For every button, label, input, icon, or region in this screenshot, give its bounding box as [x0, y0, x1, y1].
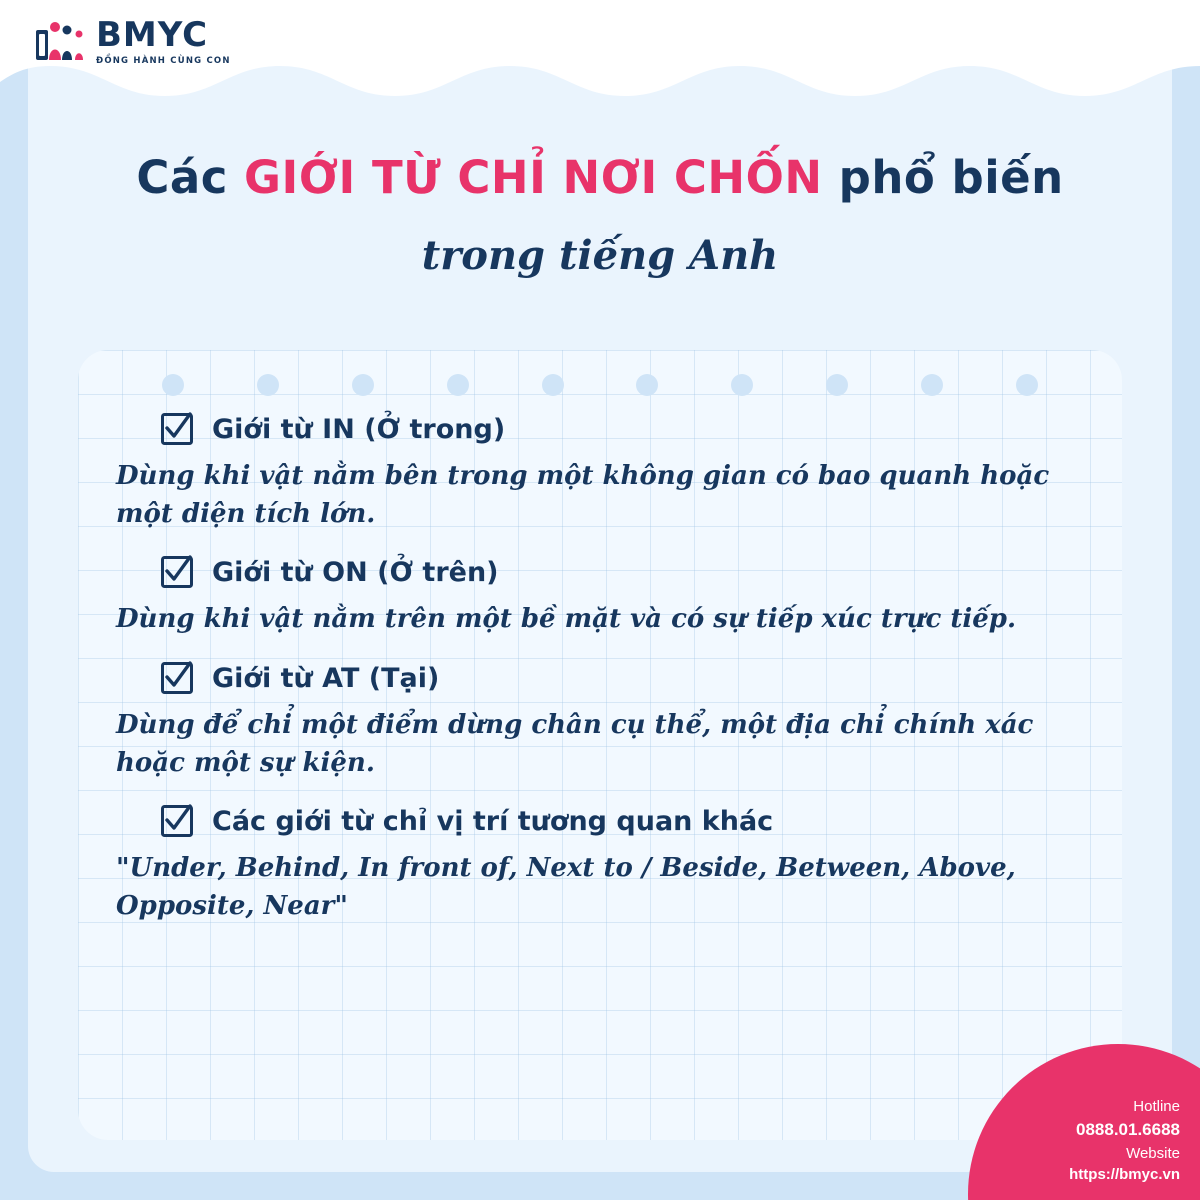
list-item	[112, 555, 1088, 639]
notebook-holes	[78, 374, 1122, 396]
contact-badge	[950, 1020, 1200, 1200]
list-items	[78, 412, 1122, 948]
list-item-header	[112, 555, 1088, 589]
notebook-hole	[731, 374, 753, 396]
list-item-title: Các giới từ chỉ vị trí tương quan khác	[212, 805, 774, 837]
hotline-label: Hotline	[1133, 1098, 1180, 1116]
list-item	[112, 804, 1088, 925]
notebook-hole	[447, 374, 469, 396]
brand-name: BMYC	[96, 15, 209, 55]
contact-badge-text	[1069, 1096, 1180, 1186]
brand-tagline: ĐỒNG HÀNH CÙNG CON	[96, 56, 231, 66]
hotline-value: 0888.01.6688	[1076, 1119, 1180, 1139]
list-item-header	[112, 412, 1088, 446]
list-item-header	[112, 804, 1088, 838]
list-item-title: Giới từ IN (Ở trong)	[212, 413, 506, 445]
page-title-accent: GIỚI TỪ CHỈ NƠI CHỐN	[244, 151, 823, 204]
brand-logo-text	[96, 15, 231, 66]
checkbox-check-icon	[160, 661, 194, 695]
list-item-description: "Under, Behind, In front of, Next to / Beside, Between, Above, Opposite, Near"	[116, 853, 1016, 922]
page-title-part2: phổ biến	[822, 151, 1064, 204]
list-item	[112, 412, 1088, 533]
bmyc-book-people-logo-icon	[34, 18, 86, 66]
notebook-hole	[1016, 374, 1038, 396]
page-title	[0, 150, 1200, 279]
list-item	[112, 661, 1088, 782]
notebook-hole	[542, 374, 564, 396]
list-item-description: Dùng để chỉ một điểm dừng chân cụ thể, một địa chỉ chính xác hoặc một sự kiện.	[116, 710, 1034, 778]
notebook-hole	[826, 374, 848, 396]
list-item-title: Giới từ ON (Ở trên)	[212, 556, 499, 588]
notebook-hole	[257, 374, 279, 396]
brand-logo	[34, 15, 231, 66]
checkbox-check-icon	[160, 412, 194, 446]
list-item-header	[112, 661, 1088, 695]
website-label: Website	[1126, 1144, 1180, 1162]
notebook-hole	[636, 374, 658, 396]
checkbox-check-icon	[160, 804, 194, 838]
notebook-hole	[921, 374, 943, 396]
page-title-line1	[0, 150, 1200, 206]
notebook-hole	[352, 374, 374, 396]
list-item-description: Dùng khi vật nằm bên trong một không gian có bao quanh hoặc một diện tích lớn.	[116, 461, 1050, 529]
checkbox-check-icon	[160, 555, 194, 589]
list-item-title: Giới từ AT (Tại)	[212, 662, 440, 694]
page-title-part1: Các	[136, 151, 245, 204]
page-subtitle: trong tiếng Anh	[421, 232, 779, 280]
notebook-hole	[162, 374, 184, 396]
website-value[interactable]: https://bmyc.vn	[1069, 1166, 1180, 1184]
list-item-description: Dùng khi vật nằm trên một bề mặt và có sự tiếp xúc trực tiếp.	[116, 604, 1016, 635]
